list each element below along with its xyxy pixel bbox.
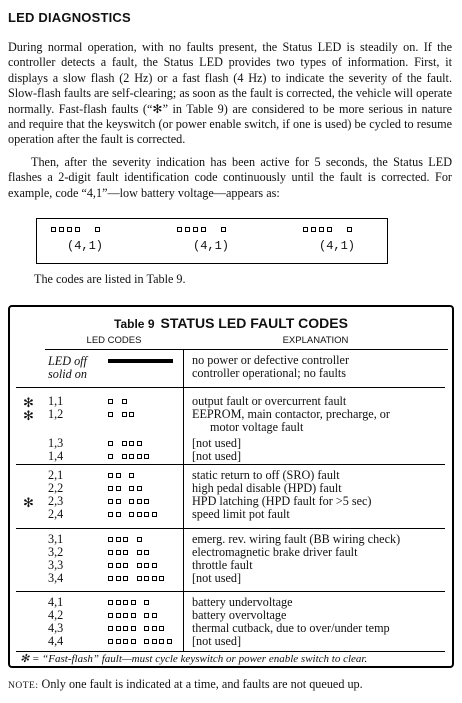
- blink-square: [177, 227, 182, 232]
- codes-listed-text: The codes are listed in Table 9.: [34, 272, 186, 286]
- blink-square: [152, 512, 157, 517]
- blink-square: [129, 441, 134, 446]
- blink-square: [137, 576, 142, 581]
- blink-square: [137, 563, 142, 568]
- group-separator: [16, 591, 445, 592]
- note-text: Only one fault is indicated at a time, and faults are not queued up.: [41, 677, 363, 691]
- fault-code: 1,2: [48, 407, 64, 421]
- fault-code: 1,4: [48, 449, 64, 463]
- blink-square: [152, 626, 157, 631]
- blink-pattern: [108, 596, 152, 609]
- group-separator: [16, 464, 445, 465]
- blink-square: [144, 454, 149, 459]
- fast-flash-icon: ✻: [23, 495, 34, 510]
- blink-pattern: [108, 408, 137, 421]
- led-off-bar: [108, 359, 173, 363]
- fault-explanation: thermal cutback, due to over/under temp: [192, 621, 390, 635]
- fault-explanation: battery overvoltage: [192, 608, 287, 622]
- table-footnote: ✻ = “Fast-flash” fault—must cycle keyswitch or power enable switch to clear.: [20, 653, 368, 665]
- blink-square: [129, 486, 134, 491]
- blink-square: [123, 550, 128, 555]
- blink-square: [144, 499, 149, 504]
- blink-square: [131, 613, 136, 618]
- blink-pattern: [51, 223, 146, 235]
- blink-square: [123, 626, 128, 631]
- fault-explanation: EEPROM, main contactor, precharge, or: [192, 407, 390, 421]
- fault-code: 4,2: [48, 608, 64, 622]
- group-separator: [16, 528, 445, 529]
- blink-square: [116, 537, 121, 542]
- blink-pattern: [108, 395, 129, 408]
- blink-pattern: [108, 437, 144, 450]
- blink-square: [152, 563, 157, 568]
- fault-explanation: throttle fault: [192, 558, 253, 572]
- table-title: [10, 315, 452, 333]
- fault-code: 1,3: [48, 436, 64, 450]
- note: [8, 677, 363, 692]
- fault-explanation: motor voltage fault: [210, 420, 304, 434]
- fault-explanation: electromagnetic brake driver fault: [192, 545, 358, 559]
- fault-code: 2,2: [48, 481, 64, 495]
- column-header-led-codes: LED CODES: [45, 335, 183, 350]
- blink-pattern: [303, 223, 398, 235]
- fault-code: 4,1: [48, 595, 64, 609]
- blink-square: [108, 441, 113, 446]
- blink-square: [108, 563, 113, 568]
- blink-pattern: [108, 622, 167, 635]
- column-header-explanation: EXPLANATION: [183, 335, 448, 350]
- blink-square: [108, 486, 113, 491]
- blink-pattern: [108, 533, 144, 546]
- fault-code: 4,3: [48, 621, 64, 635]
- blink-square: [116, 576, 121, 581]
- blink-square: [167, 639, 172, 644]
- intro-paragraph: During normal operation, with no faults present, the Status LED is steadily on. If the controller detects a fault, the Status LED provides two types of information. First, it displays a slow flash (2 Hz) or a fast flash (4 Hz) to indicate the severity of the fault. Slow-flash faults are self-clearing; as soon as the fault is corrected, the vehicle will operate normally. Fast-flash faults (“✻” in Table 9) are considered to be more serious in nature and require that the keyswitch (or power enable switch, if one is used) be cycled to resume operation after the fault is corrected.: [8, 40, 452, 147]
- blink-square: [108, 473, 113, 478]
- blink-square: [116, 512, 121, 517]
- blink-square: [152, 576, 157, 581]
- blink-pattern: [108, 609, 159, 622]
- section-heading: LED DIAGNOSTICS: [8, 10, 131, 25]
- table-name: STATUS LED FAULT CODES: [160, 315, 348, 331]
- solid-on-label: solid on: [48, 367, 87, 381]
- blink-square: [108, 626, 113, 631]
- fault-explanation: battery undervoltage: [192, 595, 293, 609]
- example-code: [51, 223, 146, 253]
- fault-code: 2,4: [48, 507, 64, 521]
- note-label: NOTE:: [8, 681, 39, 691]
- blink-square: [185, 227, 190, 232]
- fault-explanation: speed limit pot fault: [192, 507, 290, 521]
- example-paragraph: Then, after the severity indication has been active for 5 seconds, the Status LED flashes a 2-digit fault identification code continuously until the fault is corrected. For example, code “4,1”—low battery voltage—appears as:: [8, 155, 452, 200]
- fault-explanation: output fault or overcurrent fault: [192, 394, 347, 408]
- fault-explanation: emerg. rev. wiring fault (BB wiring check): [192, 532, 401, 546]
- blink-square: [129, 512, 134, 517]
- fault-code: 3,4: [48, 571, 64, 585]
- blink-square: [137, 537, 142, 542]
- blink-square: [144, 626, 149, 631]
- blink-square: [108, 499, 113, 504]
- blink-square: [221, 227, 226, 232]
- blink-square: [193, 227, 198, 232]
- blink-square: [159, 639, 164, 644]
- blink-pattern: [108, 572, 167, 585]
- blink-square: [137, 486, 142, 491]
- blink-square: [137, 512, 142, 517]
- blink-square: [129, 499, 134, 504]
- fault-explanation: [not used]: [192, 571, 242, 585]
- blink-square: [95, 227, 100, 232]
- blink-square: [122, 454, 127, 459]
- blink-square: [311, 227, 316, 232]
- column-divider: [183, 349, 184, 652]
- blink-square: [75, 227, 80, 232]
- blink-pattern: [108, 635, 174, 648]
- blink-pattern: [108, 546, 152, 559]
- fault-explanation: [not used]: [192, 436, 242, 450]
- blink-square: [116, 499, 121, 504]
- blink-square: [144, 576, 149, 581]
- fault-code: 2,3: [48, 494, 64, 508]
- fault-explanation: [not used]: [192, 634, 242, 648]
- example-code: [177, 223, 272, 253]
- fault-code: 3,3: [48, 558, 64, 572]
- blink-square: [116, 486, 121, 491]
- blink-square: [131, 600, 136, 605]
- blink-square: [129, 412, 134, 417]
- fault-code: 3,2: [48, 545, 64, 559]
- blink-pattern: [108, 559, 159, 572]
- blink-square: [129, 473, 134, 478]
- blink-square: [108, 550, 113, 555]
- blink-pattern: [177, 223, 272, 235]
- blink-square: [137, 499, 142, 504]
- blink-square: [131, 626, 136, 631]
- blink-square: [144, 600, 149, 605]
- blink-square: [123, 537, 128, 542]
- fault-explanation: static return to off (SRO) fault: [192, 468, 340, 482]
- fault-code: 4,4: [48, 634, 64, 648]
- blink-square: [123, 563, 128, 568]
- blink-square: [108, 537, 113, 542]
- led-off-label: LED off: [48, 354, 87, 368]
- example-code-label: (4,1): [319, 239, 356, 253]
- blink-square: [108, 576, 113, 581]
- blink-square: [303, 227, 308, 232]
- blink-square: [116, 563, 121, 568]
- blink-pattern: [108, 482, 144, 495]
- blink-square: [137, 454, 142, 459]
- blink-square: [108, 399, 113, 404]
- blink-square: [152, 613, 157, 618]
- example-code-label: (4,1): [67, 239, 104, 253]
- blink-square: [144, 563, 149, 568]
- example-code-box: [36, 218, 388, 264]
- fault-explanation: high pedal disable (HPD) fault: [192, 481, 342, 495]
- blink-pattern: [108, 495, 152, 508]
- blink-square: [319, 227, 324, 232]
- blink-square: [108, 512, 113, 517]
- fault-code-table: [8, 305, 454, 668]
- solid-on-explanation: controller operational; no faults: [192, 366, 346, 380]
- blink-pattern: [108, 508, 159, 521]
- blink-square: [159, 626, 164, 631]
- blink-square: [137, 550, 142, 555]
- blink-square: [144, 639, 149, 644]
- blink-pattern: [108, 469, 137, 482]
- blink-square: [122, 399, 127, 404]
- fault-code: 2,1: [48, 468, 64, 482]
- blink-square: [122, 412, 127, 417]
- blink-square: [327, 227, 332, 232]
- blink-square: [131, 639, 136, 644]
- blink-square: [129, 454, 134, 459]
- fast-flash-icon: ✻: [23, 395, 34, 410]
- led-off-explanation: no power or defective controller: [192, 353, 350, 367]
- blink-square: [144, 613, 149, 618]
- blink-pattern: [108, 450, 152, 463]
- table-number: Table 9: [114, 317, 155, 331]
- blink-square: [144, 550, 149, 555]
- blink-square: [144, 512, 149, 517]
- blink-square: [108, 454, 113, 459]
- fast-flash-icon: ✻: [23, 408, 34, 423]
- fault-explanation: [not used]: [192, 449, 242, 463]
- fault-code: 1,1: [48, 394, 64, 408]
- blink-square: [123, 600, 128, 605]
- blink-square: [123, 576, 128, 581]
- blink-square: [108, 639, 113, 644]
- blink-square: [116, 473, 121, 478]
- blink-square: [159, 576, 164, 581]
- blink-square: [108, 412, 113, 417]
- blink-square: [123, 639, 128, 644]
- blink-square: [59, 227, 64, 232]
- blink-square: [67, 227, 72, 232]
- blink-square: [116, 600, 121, 605]
- fault-code: 3,1: [48, 532, 64, 546]
- blink-square: [116, 626, 121, 631]
- blink-square: [152, 639, 157, 644]
- blink-square: [137, 441, 142, 446]
- blink-square: [108, 600, 113, 605]
- blink-square: [347, 227, 352, 232]
- blink-square: [116, 639, 121, 644]
- example-code-label: (4,1): [193, 239, 230, 253]
- blink-square: [201, 227, 206, 232]
- blink-square: [122, 441, 127, 446]
- blink-square: [51, 227, 56, 232]
- blink-square: [116, 550, 121, 555]
- example-code: [303, 223, 398, 253]
- group-separator: [16, 387, 445, 388]
- blink-square: [116, 613, 121, 618]
- blink-square: [108, 613, 113, 618]
- blink-square: [123, 613, 128, 618]
- fault-explanation: HPD latching (HPD fault for >5 sec): [192, 494, 372, 508]
